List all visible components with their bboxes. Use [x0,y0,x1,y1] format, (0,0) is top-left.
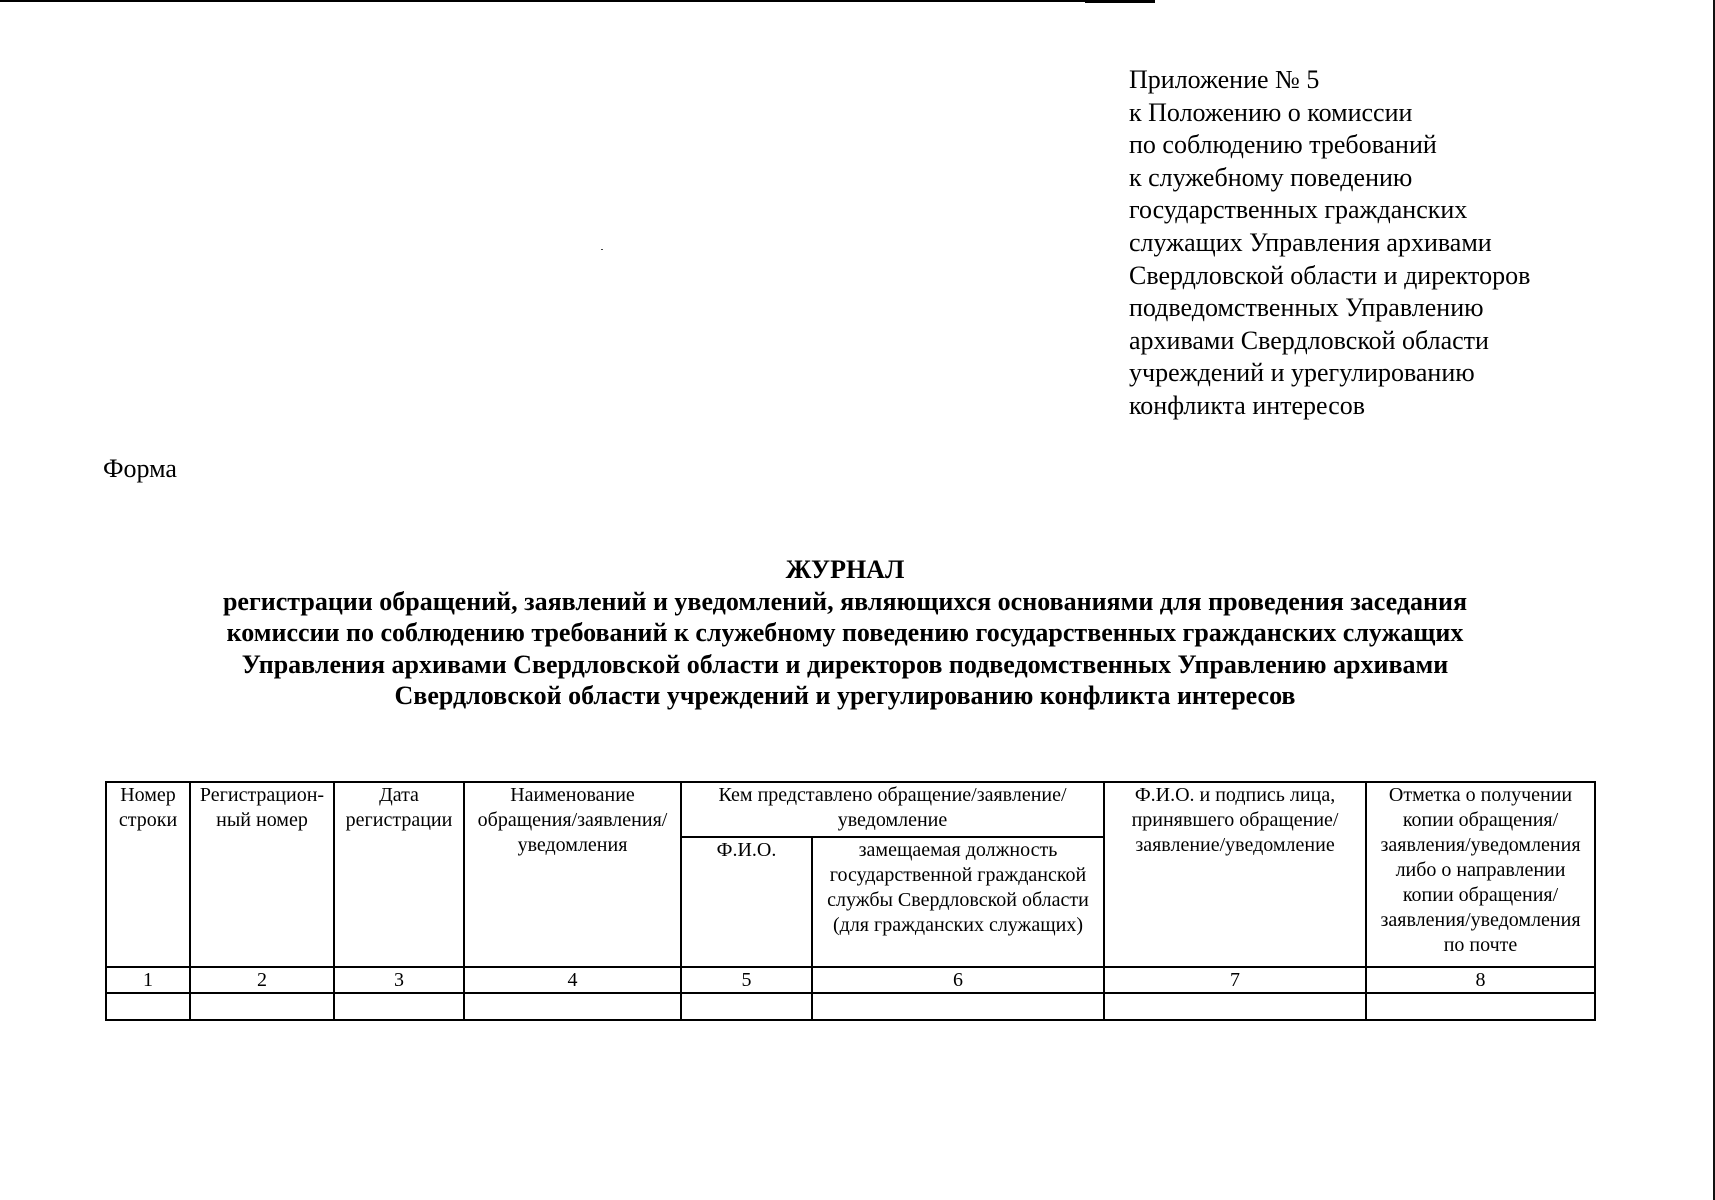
journal-title [100,554,1590,712]
column-number: 5 [681,967,812,993]
empty-cell [1104,993,1366,1020]
empty-cell [106,993,190,1020]
column-number: 4 [464,967,681,993]
journal-title-line: Управления архивами Свердловской области и директоров подведомственных Управлению архивами [241,649,1449,679]
scan-speck [601,249,603,250]
appendix-line: служащих Управления архивами [1129,227,1492,257]
column-number: 6 [812,967,1104,993]
journal-title-line: комиссии по соблюдению требований к служебному поведению государственных гражданских служащих [226,618,1464,648]
header-fio: Ф.И.О. [681,837,812,967]
empty-cell [1366,993,1595,1020]
journal-heading: ЖУРНАЛ [785,555,905,584]
header-row-number: Номер строки [106,782,190,967]
header-submitted-by: Кем представлено обращение/заявление/уведомление [681,782,1104,837]
header-document-name: Наименование обращения/заявления/ уведомления [464,782,681,967]
appendix-line: подведомственных Управлению [1129,293,1484,323]
appendix-line: государственных гражданских [1129,195,1468,225]
header-receiver: Ф.И.О. и подпись лица, принявшего обращение/заявление/уведомление [1104,782,1366,967]
header-copy-mark: Отметка о получении копии обращения/заявления/уведомления либо о направлении копии обращения/заявления/уведомления по почте [1366,782,1595,967]
column-number: 8 [1366,967,1595,993]
appendix-block [1129,64,1609,423]
empty-cell [190,993,334,1020]
appendix-line: учреждений и урегулированию [1129,358,1475,388]
appendix-line: к служебному поведению [1129,162,1413,192]
header-registration-number: Регистрацион-ный номер [190,782,334,967]
column-number: 1 [106,967,190,993]
header-position: замещаемая должность государственной гражданской службы Свердловской области (для гражданских служащих) [812,837,1104,967]
header-registration-date: Дата регистрации [334,782,464,967]
appendix-line: по соблюдению требований [1129,130,1437,160]
appendix-line: Приложение № 5 [1129,65,1320,94]
column-number: 3 [334,967,464,993]
column-number: 7 [1104,967,1366,993]
appendix-line: конфликта интересов [1129,390,1366,420]
scan-edge-top-mark [1085,0,1155,3]
column-number: 2 [190,967,334,993]
empty-cell [812,993,1104,1020]
journal-title-line: Свердловской области учреждений и урегулированию конфликта интересов [394,681,1296,711]
journal-title-line: регистрации обращений, заявлений и уведомлений, являющихся основаниями для проведения заседания [222,586,1468,616]
appendix-line: Свердловской области и директоров [1129,260,1531,290]
form-label: Форма [103,454,177,483]
empty-cell [334,993,464,1020]
empty-cell [681,993,812,1020]
scan-edge-top [0,0,1155,2]
appendix-line: к Положению о комиссии [1129,97,1413,127]
empty-cell [464,993,681,1020]
appendix-line: архивами Свердловской области [1129,325,1489,355]
journal-table [105,781,1596,1021]
